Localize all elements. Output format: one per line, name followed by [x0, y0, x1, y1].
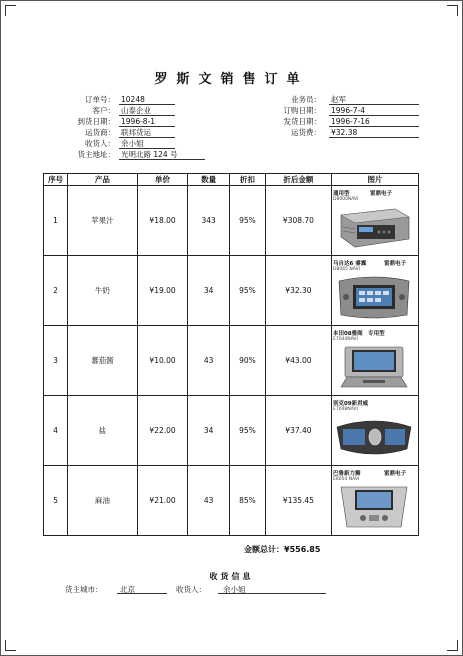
cell-product: 蕃茄酱 [68, 326, 138, 396]
cell-qty: 34 [188, 256, 230, 326]
cell-discount: 95% [229, 396, 265, 466]
cell-no: 3 [44, 326, 68, 396]
cell-image [331, 186, 418, 256]
receiving-info-title: 收货信息 [209, 572, 254, 581]
city-label: 货主城市： [65, 585, 103, 594]
cell-no: 2 [44, 256, 68, 326]
freight-value: ¥32.38 [329, 127, 419, 138]
cell-product: 麻油 [68, 466, 138, 536]
car-dvd-unit-icon [335, 205, 413, 249]
receiver-value: 余小姐 [119, 138, 175, 149]
cell-qty: 34 [188, 396, 230, 466]
cell-no: 5 [44, 466, 68, 536]
customer-value: 山泰企业 [119, 105, 175, 116]
corner-mark [5, 640, 16, 651]
arrival-date-value: 1996-8-1 [119, 116, 175, 127]
ship-date-value: 1996-7-16 [329, 116, 419, 127]
recv-receiver-label: 收货人： [176, 585, 206, 594]
image-caption: 马自达6 睿翼 [332, 261, 367, 267]
ship-date-label: 发货日期： [283, 117, 321, 126]
cell-no: 1 [44, 186, 68, 256]
cell-amount: ¥308.70 [265, 186, 331, 256]
cell-amount: ¥43.00 [265, 326, 331, 396]
cell-price: ¥22.00 [137, 396, 188, 466]
header-qty: 数量 [188, 174, 230, 186]
salesperson-value: 赵军 [329, 94, 419, 105]
cell-amount: ¥37.40 [265, 396, 331, 466]
city-underline [117, 593, 167, 594]
table-header-row [44, 174, 419, 186]
order-date-label: 订购日期： [283, 106, 321, 115]
header-amount: 折后金额 [265, 174, 331, 186]
cell-discount: 95% [229, 186, 265, 256]
image-model: D8000NAVI [332, 197, 359, 202]
image-model: E7048NAVI [332, 407, 358, 412]
corner-mark [447, 640, 458, 651]
image-caption: 巴鲁新力狮 [332, 471, 361, 477]
document-title: 罗斯文销售订单 [154, 72, 309, 87]
cell-product: 牛奶 [68, 256, 138, 326]
city-value: 北京 [120, 585, 135, 594]
image-brand-logo: 雷鼎电子 [383, 471, 406, 477]
cell-image [331, 466, 418, 536]
order-no-label: 订单号： [85, 95, 115, 104]
cell-no: 4 [44, 396, 68, 466]
table-row [44, 326, 419, 396]
image-caption: 本田08雅阁 专用型 [332, 331, 385, 337]
image-model: D8045 NAVI [332, 267, 360, 272]
corner-mark [5, 5, 16, 16]
cell-discount: 95% [229, 256, 265, 326]
cell-image [331, 326, 418, 396]
cell-product: 盐 [68, 396, 138, 466]
header-discount: 折扣 [229, 174, 265, 186]
customer-label: 客户： [92, 106, 115, 115]
product-image [332, 329, 418, 392]
car-dvd-unit-icon [335, 345, 413, 389]
recv-receiver-value: 余小姐 [223, 585, 246, 594]
product-image [332, 259, 418, 322]
image-model: E7044NAVI [332, 337, 358, 342]
product-image [332, 469, 418, 532]
product-image [332, 399, 418, 462]
cell-price: ¥10.00 [137, 326, 188, 396]
cell-discount: 85% [229, 466, 265, 536]
cell-image [331, 396, 418, 466]
shipper-label: 运货商： [85, 128, 115, 137]
address-label: 货主地址： [77, 150, 115, 159]
header-image: 图片 [331, 174, 418, 186]
cell-price: ¥18.00 [137, 186, 188, 256]
cell-qty: 43 [188, 326, 230, 396]
shipper-value: 联邦货运 [119, 127, 175, 138]
image-brand-logo: 雷鼎电子 [369, 191, 392, 197]
cell-image [331, 256, 418, 326]
image-caption: 通用型 [332, 191, 350, 197]
cell-amount: ¥135.45 [265, 466, 331, 536]
salesperson-label: 业务员： [291, 95, 321, 104]
address-value: 光明北路 124 号 [119, 149, 205, 160]
car-dvd-unit-icon [335, 275, 413, 319]
header-price: 单价 [137, 174, 188, 186]
table-row [44, 466, 419, 536]
cell-amount: ¥32.30 [265, 256, 331, 326]
header-product: 产品 [68, 174, 138, 186]
image-brand-logo: 雷鼎电子 [383, 261, 406, 267]
header-no: 序号 [44, 174, 68, 186]
order-lines-table [43, 173, 419, 536]
order-no-value: 10248 [119, 94, 175, 105]
product-image [332, 189, 418, 252]
receiver-label: 收货人： [85, 139, 115, 148]
image-caption: 别克09新君威 [332, 401, 369, 407]
car-dvd-unit-icon [335, 415, 413, 459]
cell-price: ¥21.00 [137, 466, 188, 536]
corner-mark [447, 5, 458, 16]
table-row [44, 186, 419, 256]
freight-label: 运货费： [291, 128, 321, 137]
grand-total: 金额总计：¥556.85 [244, 545, 321, 554]
cell-qty: 43 [188, 466, 230, 536]
arrival-date-label: 到货日期： [77, 117, 115, 126]
cell-discount: 90% [229, 326, 265, 396]
image-model: E8054 NAVI [332, 477, 360, 482]
car-dvd-unit-icon [335, 485, 413, 529]
table-row [44, 256, 419, 326]
receiver-underline [218, 593, 326, 594]
cell-product: 苹果汁 [68, 186, 138, 256]
cell-qty: 343 [188, 186, 230, 256]
cell-price: ¥19.00 [137, 256, 188, 326]
table-row [44, 396, 419, 466]
order-date-value: 1996-7-4 [329, 105, 419, 116]
